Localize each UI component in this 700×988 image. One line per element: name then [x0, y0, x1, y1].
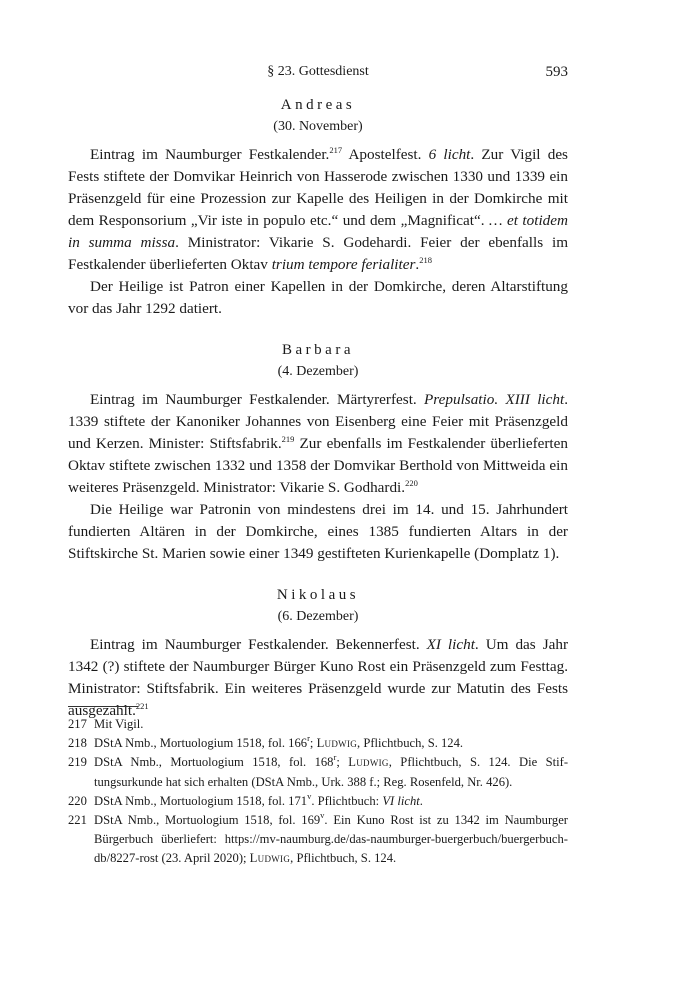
footnote	[68, 753, 568, 791]
text-run: , Pflichtbuch, S. 124.	[357, 736, 464, 751]
text-run: , Pflichtbuch, S. 124.	[290, 851, 397, 866]
footnote-ref: v	[307, 790, 312, 801]
italic-text: … et totidem in summa missa	[68, 212, 568, 251]
text-run: ;	[309, 736, 317, 751]
text-run: . Um das Jahr 1342 (?) stiftete der Naumburger Bürger Kuno Rost ein Präsenzgeld zum Festtag. Ministrator: Stiftsfabrik. Ein weiteres Präsenzgeld wurde zur Matutin des Fests ausgezahlt.	[68, 636, 568, 719]
page-number: 593	[545, 64, 568, 80]
text-run: Der Heilige ist Patron einer Kapellen in der Domkirche, deren Altarstiftung vor das Jahr 1292 datiert.	[68, 278, 568, 317]
section-spacer	[68, 565, 568, 584]
footnote-number: 217	[68, 717, 87, 731]
footnote-ref: 219	[281, 434, 295, 444]
footnote	[68, 811, 568, 869]
section-heading: Andreas	[280, 97, 356, 113]
text-run: DStA Nmb., Mortuologium 1518, fol. 168	[94, 755, 334, 770]
text-run: , Pflichtbuch, S. 124. Die Stiftungsurkunde hat sich erhalten (DStA Nmb., Urk. 388 f.; Reg. Rosenfeld, Nr. 426).	[94, 755, 569, 789]
footnote-ref: r	[333, 752, 337, 763]
italic-text: VI licht	[382, 793, 420, 808]
text-run: Die Heilige war Patronin von mindestens drei im 14. und 15. Jahrhundert fundierten Altären in der Domkirche, eines 1385 fundierten Altars in der Stiftskirche St. Marien sowie einer 1349 gestifteten Kurienkapelle (Domplatz 1).	[68, 501, 568, 562]
text-run: Zur ebenfalls im Festkalender überlieferten Oktav stiftete zwischen 1332 und 1358 der Domvikar Berthold von Mittweida ein weiteres Präsenzgeld. Ministrator: Vikarie S. Godhardi.	[68, 435, 568, 496]
text-run: DStA Nmb., Mortuologium 1518, fol. 169	[94, 813, 321, 828]
section-heading: Nikolaus	[276, 587, 360, 603]
text-run: Eintrag im Naumburger Festkalender. Bekennerfest.	[90, 636, 427, 653]
text-run: DStA Nmb., Mortuologium 1518, fol. 166	[94, 736, 308, 751]
author-name: Ludwig	[348, 755, 389, 770]
footnote-ref: 218	[419, 255, 432, 265]
text-run: Eintrag im Naumburger Festkalender. Märtyrerfest.	[90, 391, 425, 408]
footnote-ref: r	[307, 733, 310, 744]
text-run: . Zur Vigil des Fests stiftete der Domvikar Heinrich von Hasserode zwischen 1330 und 1339 ein Präsenzgeld für eine Prozession zur Kapelle des Heiligen in der Domkirche mit dem Responsorium „Vir iste in populo etc.“ und dem „Magnificat“.	[68, 146, 568, 229]
italic-text: trium tempore ferialiter	[271, 256, 416, 273]
text-run: . Pflichtbuch:	[311, 793, 383, 808]
footnote-ref: 221	[135, 701, 149, 711]
section-spacer	[68, 320, 568, 339]
paragraph	[68, 276, 568, 320]
main-text	[68, 94, 568, 722]
author-name: Ludwig	[249, 851, 291, 866]
author-name: Ludwig	[316, 736, 358, 751]
footnote-ref: 220	[405, 478, 418, 488]
running-head-title: § 23. Gottesdienst	[267, 64, 369, 79]
section-date: (6. Dezember)	[277, 609, 359, 624]
text-run: Mit Vigil.	[94, 717, 144, 731]
italic-text: 6 licht	[428, 146, 471, 163]
footnote-number: 219	[68, 755, 87, 770]
text-run: .	[415, 256, 420, 273]
footnote	[68, 734, 568, 753]
footnote-number: 221	[68, 813, 87, 828]
footnote	[68, 715, 568, 734]
footnote-number: 220	[68, 793, 87, 808]
text-run: . Ministrator: Vikarie S. Godehardi. Feier der ebenfalls im Festkalender überlieferten Oktav	[68, 234, 569, 273]
text-run: .	[419, 793, 423, 808]
paragraph	[68, 499, 568, 565]
footnote-ref: 217	[329, 145, 343, 155]
text-run: DStA Nmb., Mortuologium 1518, fol. 171	[94, 793, 308, 808]
text-run: Eintrag im Naumburger Festkalender.	[90, 146, 330, 163]
text-run: ;	[336, 755, 349, 770]
section-date: (4. Dezember)	[277, 364, 359, 379]
footnote-rule	[68, 706, 138, 707]
footnotes	[68, 706, 568, 869]
footnote-number: 218	[68, 736, 87, 751]
italic-text: XI licht	[426, 636, 475, 653]
running-head	[68, 62, 568, 82]
footnote-ref: v	[320, 810, 325, 821]
footnote-list	[68, 715, 568, 869]
text-run: Apostelfest.	[342, 146, 429, 163]
section-date: (30. November)	[273, 119, 363, 134]
italic-text: Prepulsatio. XIII licht	[424, 391, 565, 408]
text-run: . 1339 stiftete der Kanoniker Johannes von Eisenberg eine Feier mit Präsenzgeld und Kerzen. Minister: Stiftsfabrik.	[68, 391, 568, 452]
paragraph	[68, 389, 568, 499]
footnote	[68, 792, 568, 811]
section-heading: Barbara	[282, 342, 354, 358]
paragraph	[68, 144, 568, 276]
text-run: . Ein Kuno Rost ist zu 1342 im Naumburger Bürgerbuch überliefert: https://mv-naumburg.de/das-naumburger-buergerbuch/buergerbuch-db/8227-rost (23. April 2020);	[94, 813, 568, 866]
